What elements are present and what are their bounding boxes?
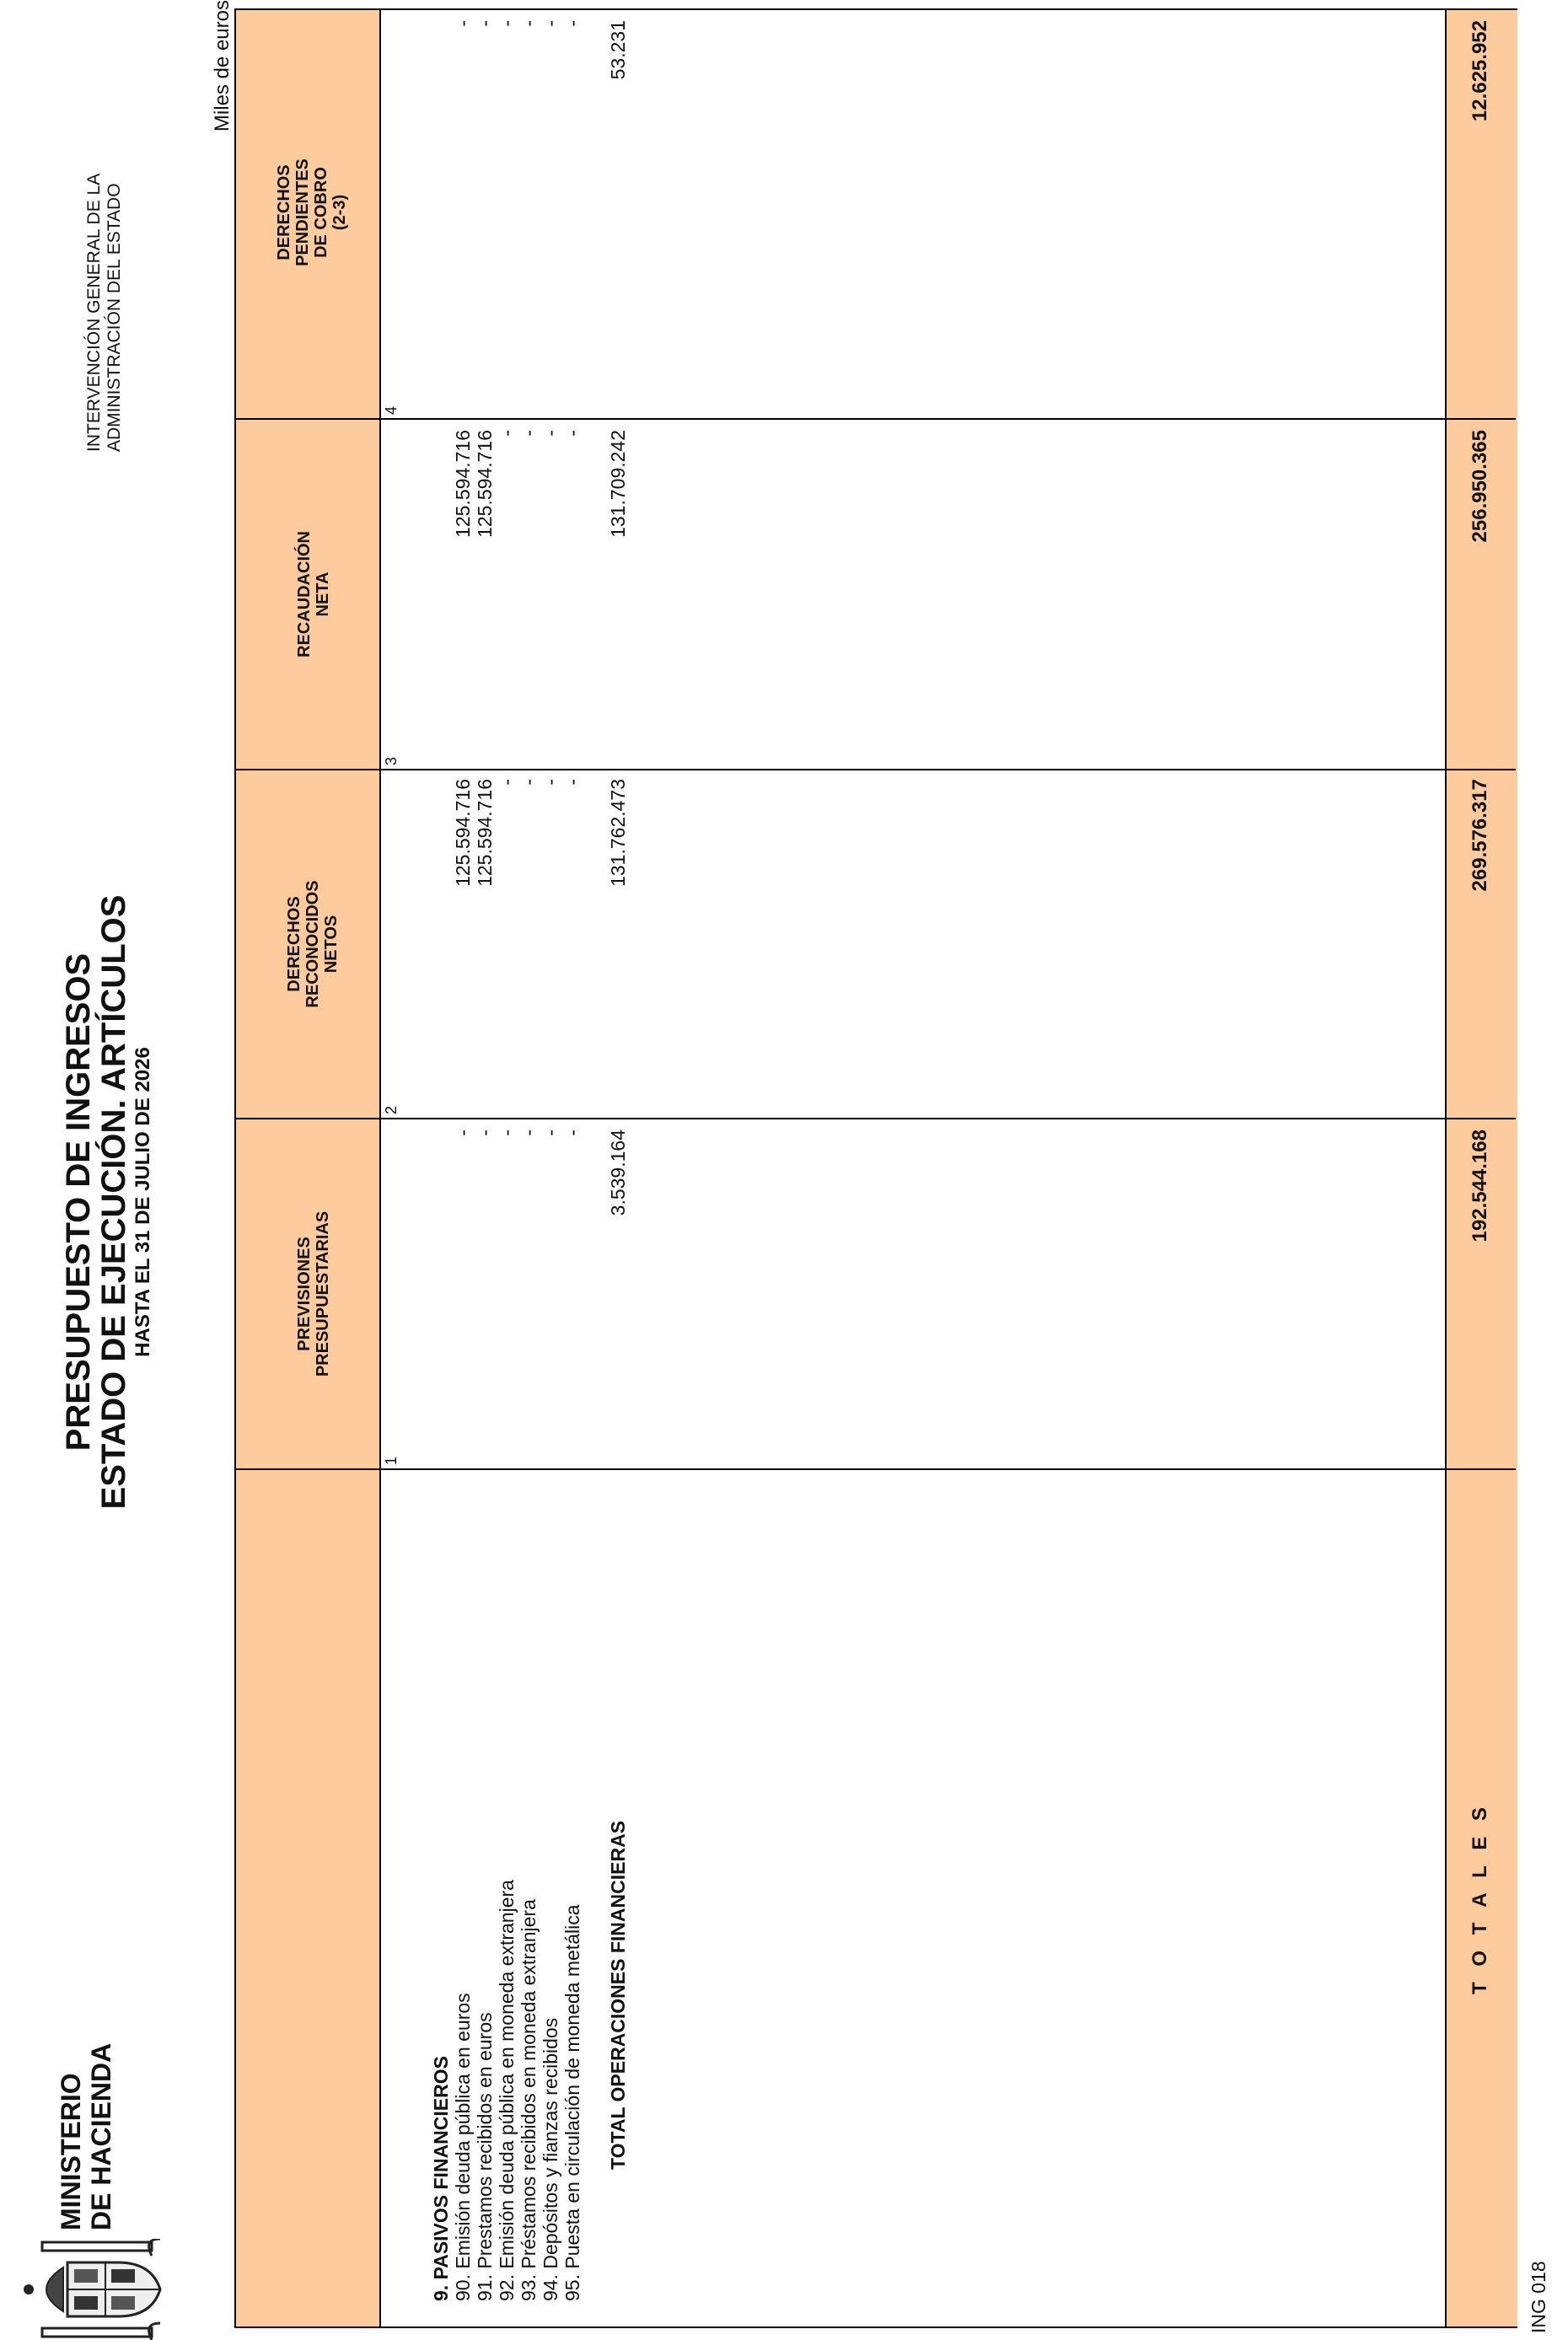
total-operaciones-value: 131.762.473: [607, 779, 629, 887]
form-code: ING 018: [1528, 2261, 1549, 2333]
cell-value: -: [561, 779, 583, 786]
agency-line-2: ADMINISTRACIÓN DEL ESTADO: [105, 183, 124, 452]
cell-value: -: [474, 20, 496, 27]
cell-value: -: [518, 1130, 540, 1136]
cell-value: 125.594.716: [474, 430, 496, 538]
cell-value: -: [561, 20, 583, 27]
cell-value: -: [452, 1130, 474, 1136]
units-label: Miles de euros: [211, 0, 234, 132]
column-header-line: DERECHOS: [275, 164, 293, 260]
cell-value: -: [496, 1130, 518, 1136]
row-label: 91. Prestamos recibidos en euros: [474, 2012, 496, 2301]
totales-value: 269.576.317: [1469, 779, 1491, 892]
column-header-pendientes: [275, 7, 349, 418]
column-header-line: DERECHOS: [285, 896, 303, 992]
column-header-line: RECAUDACIÓN: [295, 531, 314, 657]
cell-value: -: [452, 20, 474, 27]
cell-value: 125.594.716: [452, 779, 474, 887]
row-label: 9. PASIVOS FINANCIEROS: [430, 2056, 452, 2301]
column-header-recaudacion: [295, 420, 332, 769]
cell-value: -: [540, 20, 561, 27]
column-number: 4: [383, 405, 400, 415]
totales-value: 256.950.365: [1469, 430, 1491, 543]
ministry-name: [56, 2043, 116, 2230]
total-operaciones-value: 53.231: [607, 20, 629, 80]
cell-value: -: [518, 20, 540, 27]
column-header-derechos-reconocidos: [285, 770, 341, 1118]
agency-name: [84, 30, 125, 452]
cell-value: -: [540, 1130, 561, 1136]
row-label: 93. Préstamos recibidos en moneda extranjera: [518, 1899, 540, 2301]
column-number: 1: [383, 1456, 400, 1465]
cell-value: -: [496, 20, 518, 27]
cell-value: -: [518, 430, 540, 437]
agency-line-1: INTERVENCIÓN GENERAL DE LA: [84, 173, 104, 452]
title-line-2: ESTADO DE EJECUCIÓN. ARTÍCULOS: [95, 894, 132, 1510]
totales-value: 12.625.952: [1469, 20, 1491, 122]
row-label: 92. Emisión deuda pública en moneda extranjera: [496, 1880, 518, 2301]
title-date: HASTA EL 31 DE JULIO DE 2026: [132, 1047, 154, 1357]
ministry-line-1: MINISTERIO: [56, 2073, 86, 2230]
page-title: [61, 738, 155, 1666]
column-header-line: PRESUPUESTARIAS: [314, 1210, 332, 1377]
column-header-line: PREVISIONES: [295, 1237, 314, 1351]
cell-value: -: [561, 1130, 583, 1136]
cell-value: 125.594.716: [452, 430, 474, 538]
totales-value: 192.544.168: [1469, 1130, 1491, 1242]
row-label: 94. Depósitos y fianzas recibidos: [540, 2017, 561, 2301]
column-divider: [236, 769, 1516, 770]
cell-value: -: [474, 1130, 496, 1136]
column-header-line: DE COBRO: [312, 167, 330, 258]
ministry-line-2: DE HACIENDA: [86, 2042, 116, 2230]
totales-label: T O T A L E S: [1469, 1802, 1491, 1994]
budget-table: [234, 8, 1517, 2328]
column-number: 2: [383, 1105, 400, 1114]
total-operaciones-value: 131.709.242: [607, 430, 629, 538]
column-header-line: (2-3): [330, 194, 349, 231]
row-label: 95. Puesta en circulación de moneda metálica: [561, 1904, 583, 2301]
column-divider: [236, 1118, 1516, 1119]
column-header-previsiones: [295, 1119, 332, 1468]
cell-value: -: [561, 430, 583, 437]
cell-value: -: [540, 779, 561, 786]
coat-of-arms-icon: [17, 2239, 177, 2340]
cell-value: -: [540, 430, 561, 437]
column-header-line: NETA: [314, 572, 332, 617]
column-number: 3: [383, 756, 400, 765]
title-line-1: PRESUPUESTO DE INGRESOS: [60, 953, 97, 1452]
total-operaciones-value: 3.539.164: [607, 1130, 629, 1216]
column-header-line: RECONOCIDOS: [303, 880, 322, 1008]
column-header-line: NETOS: [322, 915, 341, 974]
cell-value: -: [496, 779, 518, 786]
total-operaciones-label: TOTAL OPERACIONES FINANCIERAS: [607, 1820, 629, 2170]
row-label: 90. Emisión deuda pública en euros: [452, 1993, 474, 2301]
column-divider: [236, 1468, 1516, 1470]
cell-value: -: [518, 779, 540, 786]
column-divider: [236, 418, 1516, 420]
cell-value: -: [496, 430, 518, 437]
column-header-line: PENDIENTES: [293, 158, 312, 266]
cell-value: 125.594.716: [474, 779, 496, 887]
